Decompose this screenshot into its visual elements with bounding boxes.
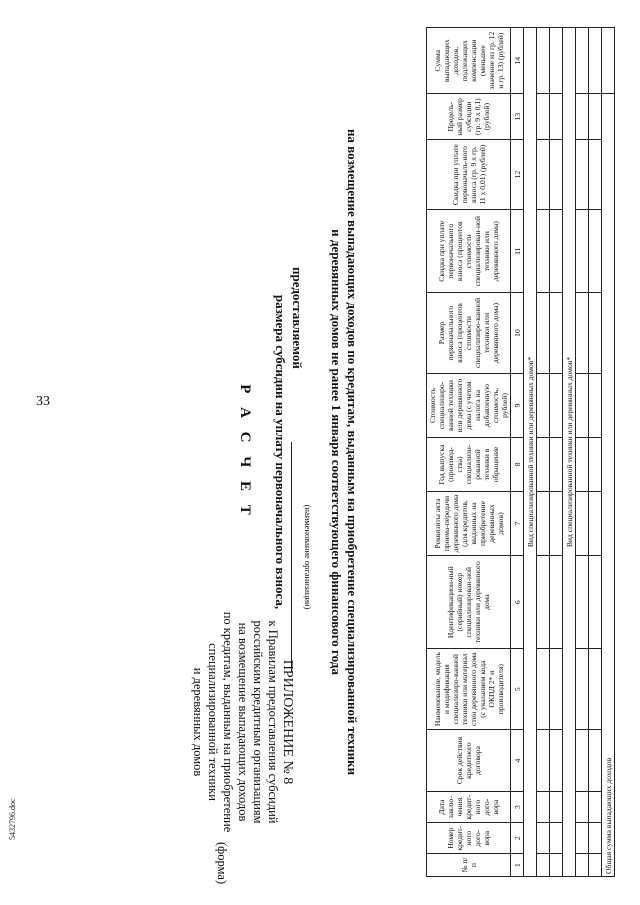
column-number: 10 [511, 293, 524, 374]
subtitle-line: размера субсидии на уплату первоначального взноса, [273, 294, 288, 610]
appendix-title: ПРИЛОЖЕНИЕ № 8 [280, 659, 295, 785]
column-number: 4 [511, 730, 524, 792]
calculation-table [426, 27, 615, 877]
provided-label: предоставляемой [290, 267, 305, 369]
column-number: 8 [511, 438, 524, 492]
header-cell: Год выпуска (производ-ства) специализи-рованной техники в обращение [427, 438, 511, 492]
appendix-line: к Правилам предоставления субсидий [266, 620, 280, 824]
column-number: 5 [511, 649, 524, 730]
header-cell: Реквизиты акта приема-передачи деревянного дома (для кредитов, выданных на приобретение деревянных домов) [427, 491, 511, 555]
header-cell: Идентификацион-ный (серийный) номер специализирован-ной техники или деревянного дома [427, 556, 511, 649]
total-value [602, 28, 615, 94]
appendix-line: и деревянных домов [191, 667, 205, 777]
total-row [602, 28, 615, 877]
header-cell: Скидка при уплате первоначаль-ного взноса (гр. 9 х гр. 11 х 0,01) (рублей) [427, 139, 511, 209]
table-row [550, 28, 563, 877]
column-number: 6 [511, 556, 524, 649]
column-number: 12 [511, 139, 524, 209]
column-number: 3 [511, 792, 524, 823]
purpose-text [328, 12, 360, 892]
header-cell: № п/п [427, 854, 511, 877]
header-cell: Сумма выпадающих доходов, подлежащих компенсации (меньшее значение из гр. 12 и гр. 13) (рублей) [427, 28, 511, 94]
column-number: 9 [511, 373, 524, 437]
section-row [524, 28, 537, 877]
appendix-line: по кредитам, выданным на приобретение [221, 611, 235, 833]
header-cell: Размер первоначального взноса (процентов стоимости специализиро-ванной техники или деревянного дома) [427, 293, 511, 374]
header-cell: Скидка при уплате первоначального взноса (процентов стоимости специализирован-ной техники или деревянного дома) [427, 210, 511, 293]
page-number: 33 [36, 394, 50, 409]
table-row [537, 28, 550, 877]
appendix-line: на возмещение выпадающих доходов [236, 622, 250, 822]
total-label: Общая сумма выпадающих доходов [602, 94, 615, 877]
form-label: (форма) [215, 842, 229, 885]
header-cell: Стоимость специализиро-ванной техники или деревянного дома (с учетом налога на добавленную стоимость, рублей) [427, 373, 511, 437]
header-cell: Срок действия кредитного договора [427, 730, 511, 792]
appendix-line: специализированной техники [206, 643, 220, 801]
column-number: 7 [511, 491, 524, 555]
header-cell: Номер кредит-ного дого-вора [427, 823, 511, 854]
section-label: Вид специализированной техники или деревянных домов* [524, 28, 537, 877]
document-id: 5432796.doc [8, 798, 17, 840]
appendix-line: российским кредитным организациям [251, 620, 265, 824]
table-row [576, 28, 589, 877]
column-number: 1 [511, 854, 524, 877]
table-header-row [427, 28, 511, 877]
column-number: 11 [511, 210, 524, 293]
section-row [563, 28, 576, 877]
header-cell: Предель-ный размер субсидии (гр. 9 х 0,1) (рублей) [427, 94, 511, 140]
column-number: 2 [511, 823, 524, 854]
rotated-page [13, 12, 625, 892]
header-cell: Наименование, модель и модификация специализиро-ванной техники или материал стен деревянного дома (с указанием кода ОКПД 2* и производителя) [427, 649, 511, 730]
section-label: Вид специализированной техники или деревянных домов* [563, 28, 576, 877]
purpose-line: на возмещение выпадающих доходов по кредитам, выданным на приобретение специализированной техники [345, 128, 360, 776]
column-number-row [511, 28, 524, 877]
document-title: Р А С Ч Е Т [237, 384, 253, 520]
organization-note: (наименование организации) [303, 504, 313, 610]
header-cell: Дата заклю-чения кредит-ного дого-вора [427, 792, 511, 823]
column-number: 13 [511, 94, 524, 140]
organization-blank-line [291, 442, 292, 672]
purpose-line: и деревянных домов не ранее 1 января соответствующего финансового года [329, 229, 344, 675]
column-number: 14 [511, 28, 524, 94]
table-row [589, 28, 602, 877]
